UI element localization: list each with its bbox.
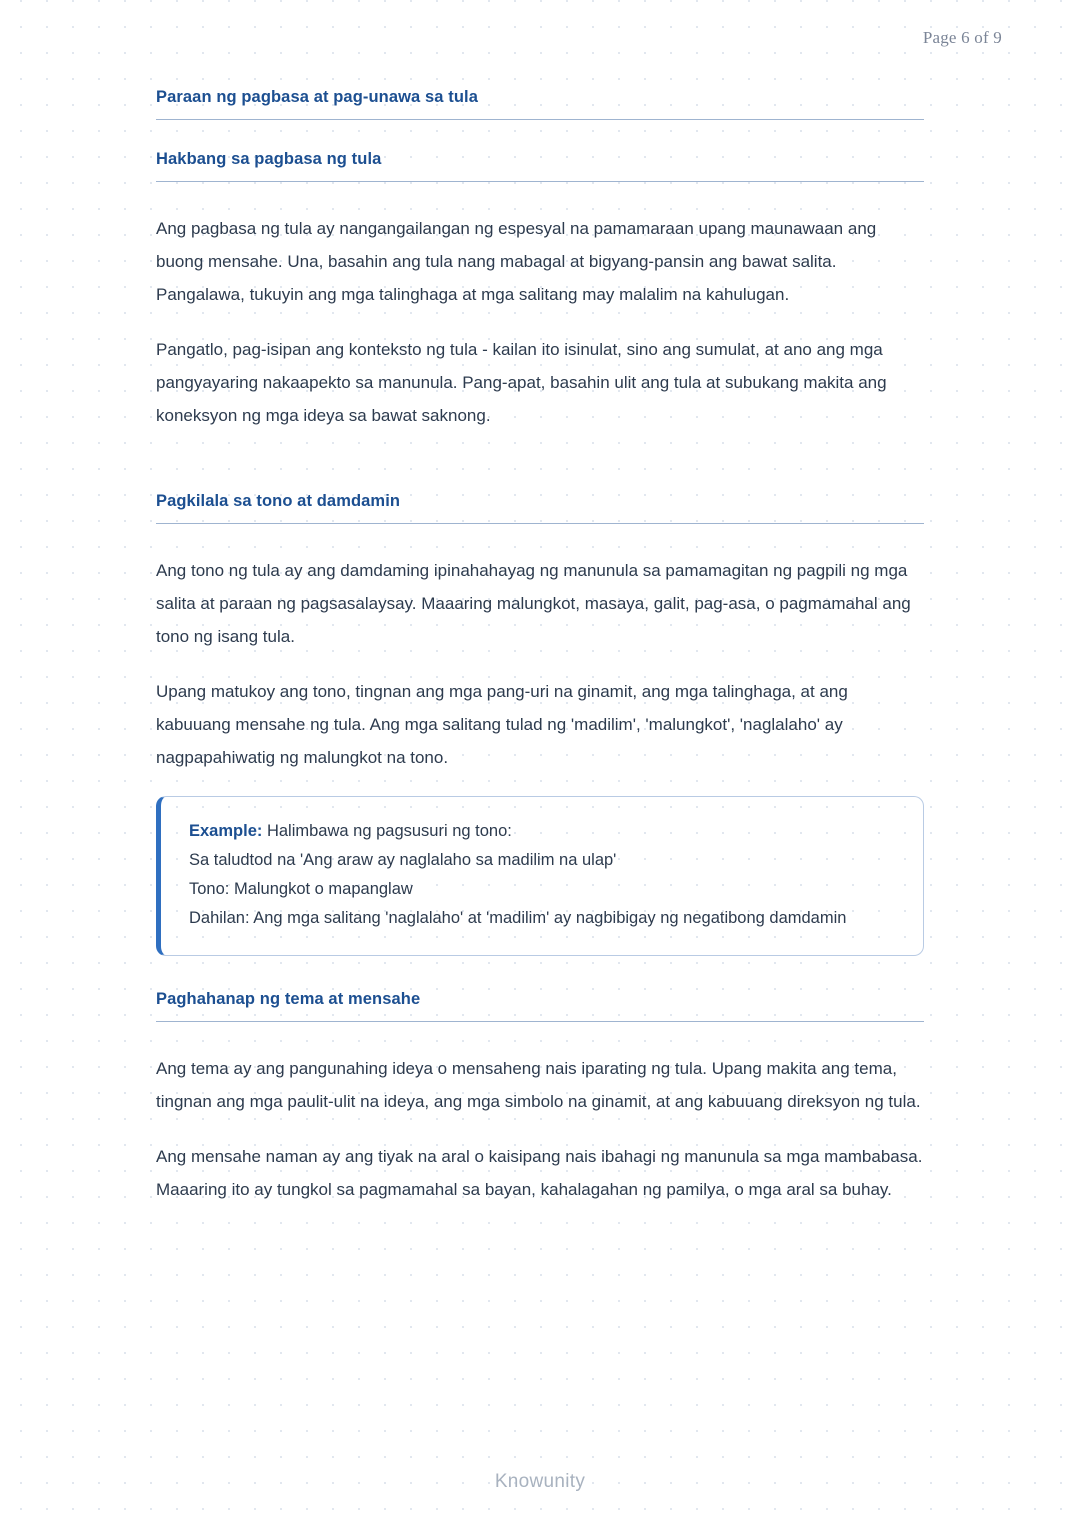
section-heading: Paghahanap ng tema at mensahe (156, 990, 421, 1008)
example-label: Example: (189, 822, 263, 840)
section-hakbang-sa-pagbasa (156, 150, 924, 432)
example-line-2: Sa taludtod na 'Ang araw ay naglalaho sa madilim na ulap' (189, 851, 617, 869)
paragraph: Pangatlo, pag-isipan ang konteksto ng tula - kailan ito isinulat, sino ang sumulat, at ano ang mga pangyayaring nakaapekto sa manunula. Pang-apat, basahin ulit ang tula at subukang makita ang koneksyon ng mga ideya sa bawat saknong. (156, 340, 887, 425)
heading-divider (156, 181, 924, 182)
paragraph: Ang tono ng tula ay ang damdaming ipinahahayag ng manunula sa pamamagitan ng pagpili ng mga salita at paraan ng pagsasalaysay. Maaaring malungkot, masaya, galit, pag-asa, o pagmamahal ang tono ng isang tula. (156, 561, 911, 646)
paragraph: Ang mensahe naman ay ang tiyak na aral o kaisipang nais ibahagi ng manunula sa mga mambabasa. Maaaring ito ay tungkol sa pagmamahal sa bayan, kahalagahan ng pamilya, o mga aral sa buhay. (156, 1147, 923, 1199)
page-number: Page 6 of 9 (922, 28, 1002, 47)
example-line-3: Tono: Malungkot o mapanglaw (189, 880, 413, 898)
section-heading: Pagkilala sa tono at damdamin (156, 492, 401, 510)
heading-divider (156, 523, 924, 524)
section-pagkilala-sa-tono (156, 492, 924, 956)
example-intro-text: Halimbawa ng pagsusuri ng tono: (262, 822, 512, 840)
paragraph: Ang pagbasa ng tula ay nangangailangan ng espesyal na pamamaraan upang maunawaan ang buong mensahe. Una, basahin ang tula nang mabagal at bigyang-pansin ang bawat salita. Pangalawa, tukuyin ang mga talinghaga at mga salitang may malalim na kahulugan. (156, 219, 877, 304)
section-paghahanap-ng-tema (156, 990, 924, 1206)
section-spacer (156, 454, 924, 482)
heading-divider (156, 1021, 924, 1022)
example-line-4: Dahilan: Ang mga salitang 'naglalaho' at 'madilim' ay nagbibigay ng negatibong damdamin (189, 909, 847, 927)
section-paraan-ng-pagbasa (156, 88, 924, 120)
example-callout (156, 796, 924, 956)
footer-brand: Knowunity (494, 1471, 586, 1492)
example-line-1 (189, 817, 897, 846)
heading-divider (156, 119, 924, 120)
section-heading: Paraan ng pagbasa at pag-unawa sa tula (156, 88, 478, 106)
paragraph: Ang tema ay ang pangunahing ideya o mensaheng nais iparating ng tula. Upang makita ang tema, tingnan ang mga paulit-ulit na ideya, ang mga simbolo na ginamit, at ang kabuuang direksyon ng tula. (156, 1059, 921, 1111)
section-heading: Hakbang sa pagbasa ng tula (156, 150, 382, 168)
document-content (156, 78, 924, 1228)
paragraph: Upang matukoy ang tono, tingnan ang mga pang-uri na ginamit, ang mga talinghaga, at ang kabuuang mensahe ng tula. Ang mga salitang tulad ng 'madilim', 'malungkot', 'naglalaho' ay nagpapahiwatig ng malungkot na tono. (156, 682, 848, 767)
